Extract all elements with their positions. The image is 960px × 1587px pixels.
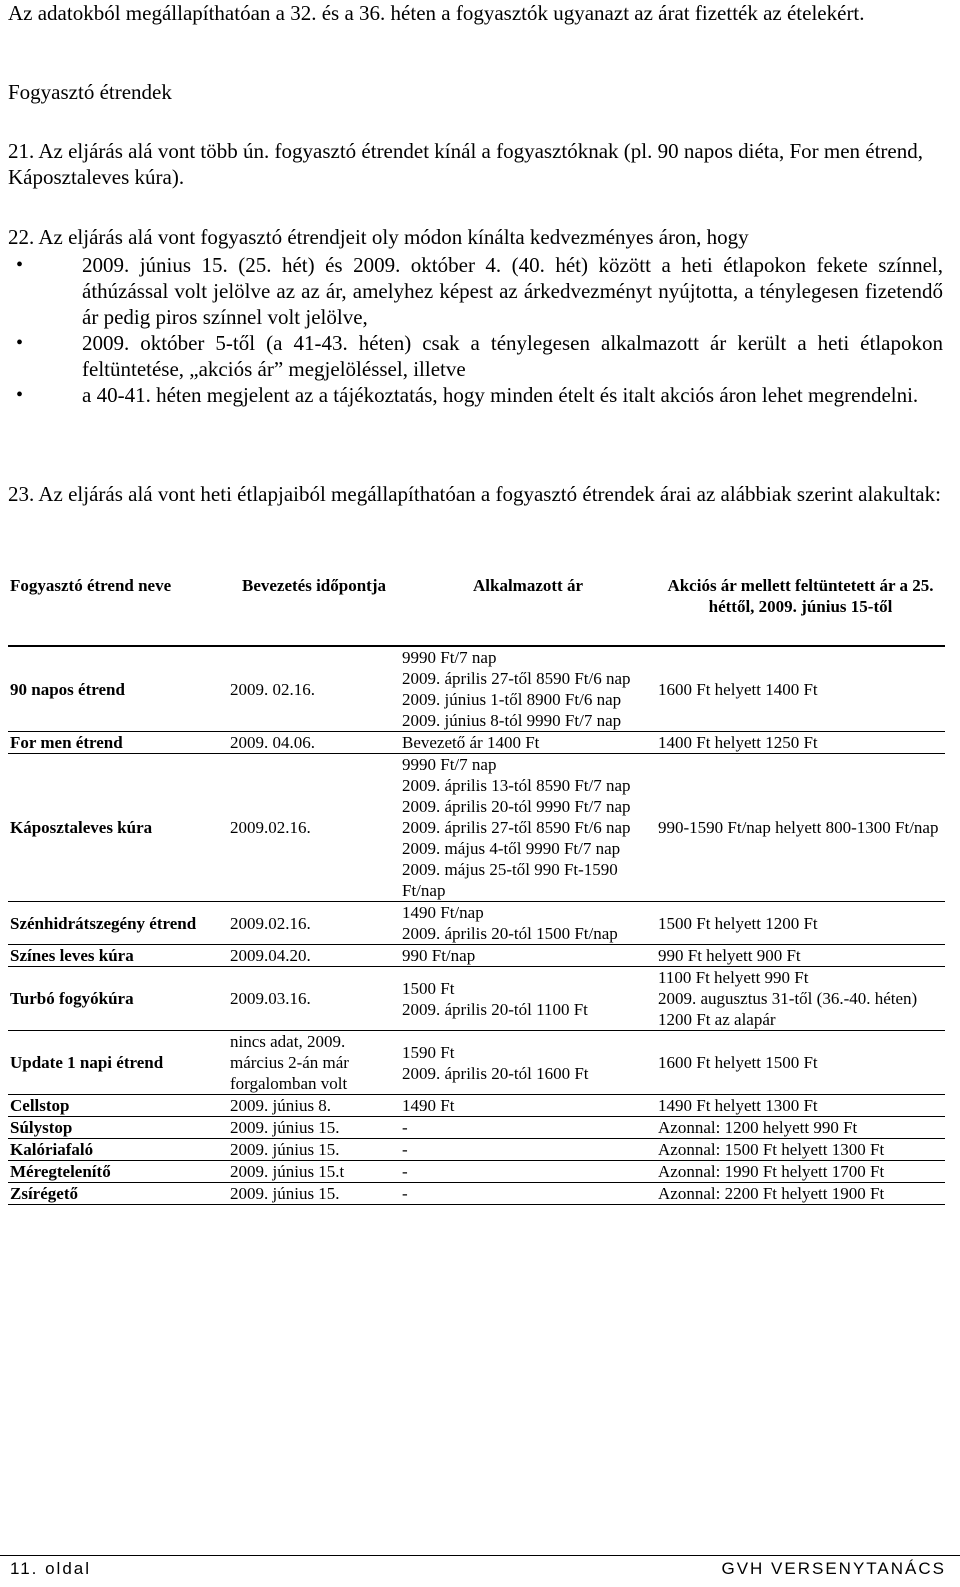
table-row [8, 754, 945, 902]
paragraph-22: 22. Az eljárás alá vont fogyasztó étrendjeit oly módon kínálta kedvezményes áron, hogy [8, 225, 749, 249]
cell-applied-price: 1590 Ft 2009. április 20-tól 1600 Ft [400, 1031, 656, 1095]
bullet-list [8, 252, 943, 408]
cell-name: 90 napos étrend [8, 646, 228, 732]
cell-date: 2009.02.16. [228, 902, 400, 945]
cell-applied-price: 1490 Ft [400, 1095, 656, 1117]
cell-discount-price: Azonnal: 1990 Ft helyett 1700 Ft [656, 1161, 945, 1183]
cell-date: 2009. 04.06. [228, 732, 400, 754]
col-header-applied-price: Alkalmazott ár [472, 576, 583, 595]
footer-divider [0, 1555, 960, 1556]
cell-name: Kalóriafaló [8, 1139, 228, 1161]
table-row [8, 1161, 945, 1183]
cell-name: Szénhidrátszegény étrend [8, 902, 228, 945]
cell-discount-price: 990-1590 Ft/nap helyett 800-1300 Ft/nap [656, 754, 945, 902]
page-number: 11. oldal [10, 1559, 92, 1578]
cell-discount-price: 1600 Ft helyett 1500 Ft [656, 1031, 945, 1095]
table-row [8, 967, 945, 1031]
table-row [8, 945, 945, 967]
cell-date: 2009.04.20. [228, 945, 400, 967]
cell-applied-price: 1490 Ft/nap 2009. április 20-tól 1500 Ft/nap [400, 902, 656, 945]
cell-applied-price: 9990 Ft/7 nap 2009. április 13-tól 8590 Ft/7 nap 2009. április 20-tól 9990 Ft/7 nap 2009. április 27-től 8590 Ft/6 nap 2009. május 4-től 9990 Ft/7 nap 2009. május 25-től 990 Ft-1590 Ft/nap [400, 754, 656, 902]
cell-date: 2009. 02.16. [228, 646, 400, 732]
cell-discount-price: Azonnal: 1200 helyett 990 Ft [656, 1117, 945, 1139]
cell-applied-price: - [400, 1161, 656, 1183]
table-row [8, 1117, 945, 1139]
table-row [8, 1095, 945, 1117]
cell-name: Színes leves kúra [8, 945, 228, 967]
cell-date: 2009. június 8. [228, 1095, 400, 1117]
table-row [8, 1139, 945, 1161]
bullet-item: • 2009. június 15. (25. hét) és 2009. október 4. (40. hét) között a heti étlapokon fekete színnel, áthúzással volt jelölve az az ár, amelyhez képest az árkedvezményt nyújtotta, a ténylegesen fizetendő ár pedig piros színnel volt jelölve, [8, 252, 943, 330]
intro-paragraph: Az adatokból megállapíthatóan a 32. és a 36. héten a fogyasztók ugyanazt az árat fizették az ételekért. [8, 1, 865, 25]
cell-discount-price: Azonnal: 2200 Ft helyett 1900 Ft [656, 1183, 945, 1205]
cell-name: Méregtelenítő [8, 1161, 228, 1183]
cell-discount-price: 1100 Ft helyett 990 Ft 2009. augusztus 31-től (36.-40. héten) 1200 Ft az alapár [656, 967, 945, 1031]
cell-name: Cellstop [8, 1095, 228, 1117]
cell-date: 2009. június 15. [228, 1139, 400, 1161]
bullet-item: • 2009. október 5-től (a 41-43. héten) csak a ténylegesen alkalmazott ár került a heti étlapokon feltüntetése, „akciós ár” megjelöléssel, illetve [8, 330, 943, 382]
table-row [8, 732, 945, 754]
cell-applied-price: 9990 Ft/7 nap 2009. április 27-től 8590 Ft/6 nap 2009. június 1-től 8900 Ft/6 nap 2009. június 8-tól 9990 Ft/7 nap [400, 646, 656, 732]
cell-applied-price: - [400, 1117, 656, 1139]
col-header-intro-date: Bevezetés időpontja [241, 576, 386, 595]
cell-applied-price: 1500 Ft 2009. április 20-tól 1100 Ft [400, 967, 656, 1031]
cell-name: For men étrend [8, 732, 228, 754]
paragraph-21: 21. Az eljárás alá vont több ún. fogyasztó étrendet kínál a fogyasztóknak (pl. 90 napos diéta, For men étrend, Káposztaleves kúra). [8, 139, 923, 189]
cell-discount-price: 1490 Ft helyett 1300 Ft [656, 1095, 945, 1117]
cell-date: nincs adat, 2009. március 2-án már forgalomban volt [228, 1031, 400, 1095]
cell-name: Turbó fogyókúra [8, 967, 228, 1031]
cell-discount-price: 990 Ft helyett 900 Ft [656, 945, 945, 967]
col-header-name: Fogyasztó étrend neve [10, 576, 172, 595]
cell-date: 2009. június 15.t [228, 1161, 400, 1183]
cell-name: Zsírégető [8, 1183, 228, 1205]
cell-name: Káposztaleves kúra [8, 754, 228, 902]
price-table [8, 563, 945, 1205]
cell-date: 2009. június 15. [228, 1183, 400, 1205]
cell-applied-price: - [400, 1139, 656, 1161]
cell-discount-price: 1400 Ft helyett 1250 Ft [656, 732, 945, 754]
cell-discount-price: Azonnal: 1500 Ft helyett 1300 Ft [656, 1139, 945, 1161]
section-heading: Fogyasztó étrendek [8, 80, 172, 104]
table-row [8, 646, 945, 732]
table-row [8, 1031, 945, 1095]
cell-date: 2009.03.16. [228, 967, 400, 1031]
bullet-item: • a 40-41. héten megjelent az a tájékoztatás, hogy minden ételt és italt akciós áron lehet megrendelni. [8, 382, 943, 408]
cell-date: 2009.02.16. [228, 754, 400, 902]
table-row [8, 902, 945, 945]
table-row [8, 1183, 945, 1205]
col-header-discount-price: Akciós ár mellett feltüntetett ár a 25. héttől, 2009. június 15-től [667, 576, 934, 616]
table-header-row [8, 563, 945, 646]
footer-organization: GVH VERSENYTANÁCS [721, 1559, 946, 1578]
cell-applied-price: - [400, 1183, 656, 1205]
cell-applied-price: 990 Ft/nap [400, 945, 656, 967]
cell-name: Súlystop [8, 1117, 228, 1139]
cell-applied-price: Bevezető ár 1400 Ft [400, 732, 656, 754]
cell-name: Update 1 napi étrend [8, 1031, 228, 1095]
cell-discount-price: 1600 Ft helyett 1400 Ft [656, 646, 945, 732]
cell-date: 2009. június 15. [228, 1117, 400, 1139]
paragraph-23: 23. Az eljárás alá vont heti étlapjaiból megállapíthatóan a fogyasztó étrendek árai az alábbiak szerint alakultak: [8, 482, 941, 506]
cell-discount-price: 1500 Ft helyett 1200 Ft [656, 902, 945, 945]
